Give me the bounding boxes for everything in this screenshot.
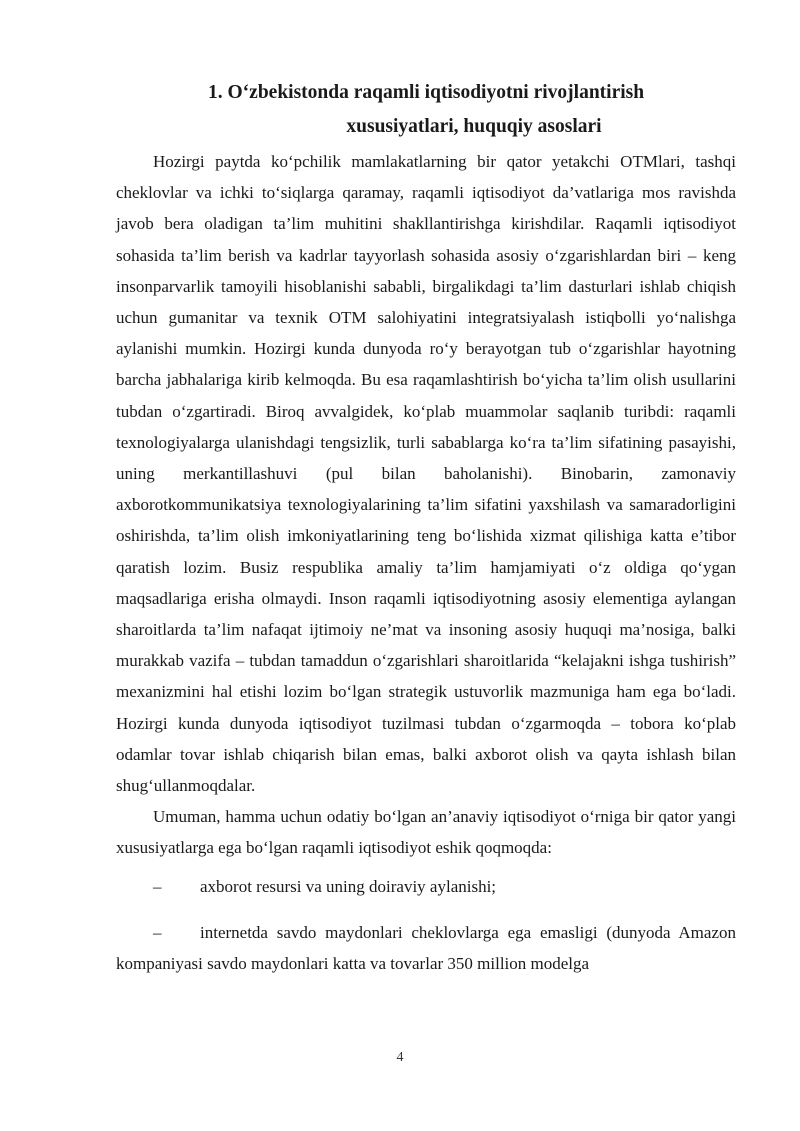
section-heading-line-1: 1. O‘zbekistonda raqamli iqtisodiyotni rivojlantirish bbox=[208, 82, 645, 103]
list-item-text: axborot resursi va uning doiraviy aylanishi; bbox=[200, 876, 497, 896]
body-text bbox=[116, 146, 736, 979]
section-heading bbox=[116, 76, 736, 144]
list-item bbox=[116, 917, 736, 979]
list-item bbox=[116, 871, 736, 902]
dash-marker: – bbox=[153, 876, 162, 896]
list-item-text: internetda savdo maydonlari cheklovlarga ega emasligi (dunyoda Amazon kompaniyasi savdo maydonlari katta va tovarlar 350 million modelga bbox=[116, 922, 736, 974]
paragraph-1: Hozirgi paytda ko‘pchilik mamlakatlarning bir qator yetakchi OTMlari, tashqi cheklovlar va ichki to‘siqlarga qaramay, raqamli iqtisodiyot da’vatlariga mos ravishda javob bera oladigan ta’lim muhitini shakllantirishga kirishdilar. Raqamli iqtisodiyot sohasida ta’lim berish va kadrlar tayyorlash sohasida asosiy o‘zgarishlardan biri – keng insonparvarlik tamoyili hisoblanishi sababli, birgalikdagi ta’lim dasturlari ishlab chiqish uchun gumanitar va texnik OTM salohiyatini integratsiyalash istiqbolli yo‘nalishga aylanishi mumkin. Hozirgi kunda dunyoda ro‘y berayotgan tub o‘zgarishlar hayotning barcha jabhalariga kirib kelmoqda. Bu esa raqamlashtirish bo‘yicha ta’lim olish usullarini tubdan o‘zgartiradi. Biroq avvalgidek, ko‘plab muammolar saqlanib turibdi: raqamli texnologiyalarga ulanishdagi tengsizlik, turli sabablarga ko‘ra ta’lim sifatining pasayishi, uning merkantillashuvi (pul bilan baholanishi). Binobarin, zamonaviy axborotkommunikatsiya texnologiyalarining ta’lim sifatini yaxshilash va samaradorligini oshirishda, ta’lim olish imkoniyatlarining teng bo‘lishida xizmat qilishiga katta e’tibor qaratish lozim. Busiz respublika amaliy ta’lim hamjamiyati o‘z oldiga qo‘ygan maqsadlariga erisha olmaydi. Inson raqamli iqtisodiyotning asosiy elementiga aylangan sharoitlarda ta’lim nafaqat ijtimoiy ne’mat va insoning asosiy huquqi ma’nosiga, balki murakkab vazifa – tubdan tamaddun o‘zgarishlari sharoitlarida “kelajakni ishga tushirish” mexanizmini hal etishi lozim bo‘lgan strategik ustuvorlik mazmuniga ham ega bo‘ladi. Hozirgi kunda dunyoda iqtisodiyot tuzilmasi tubdan o‘zgarmoqda – tobora ko‘plab odamlar tovar ishlab chiqarish bilan emas, balki axborot olish va qayta ishlash bilan shug‘ullanmoqdalar. bbox=[116, 152, 736, 796]
dash-marker: – bbox=[153, 922, 162, 942]
section-heading-line-2: xususiyatlari, huquqiy asoslari bbox=[346, 116, 602, 137]
page-number: 4 bbox=[396, 1050, 404, 1065]
paragraph-2: Umuman, hamma uchun odatiy bo‘lgan an’anaviy iqtisodiyot o‘rniga bir qator yangi xususiyatlarga ega bo‘lgan raqamli iqtisodiyot eshik qoqmoqda: bbox=[116, 807, 736, 858]
